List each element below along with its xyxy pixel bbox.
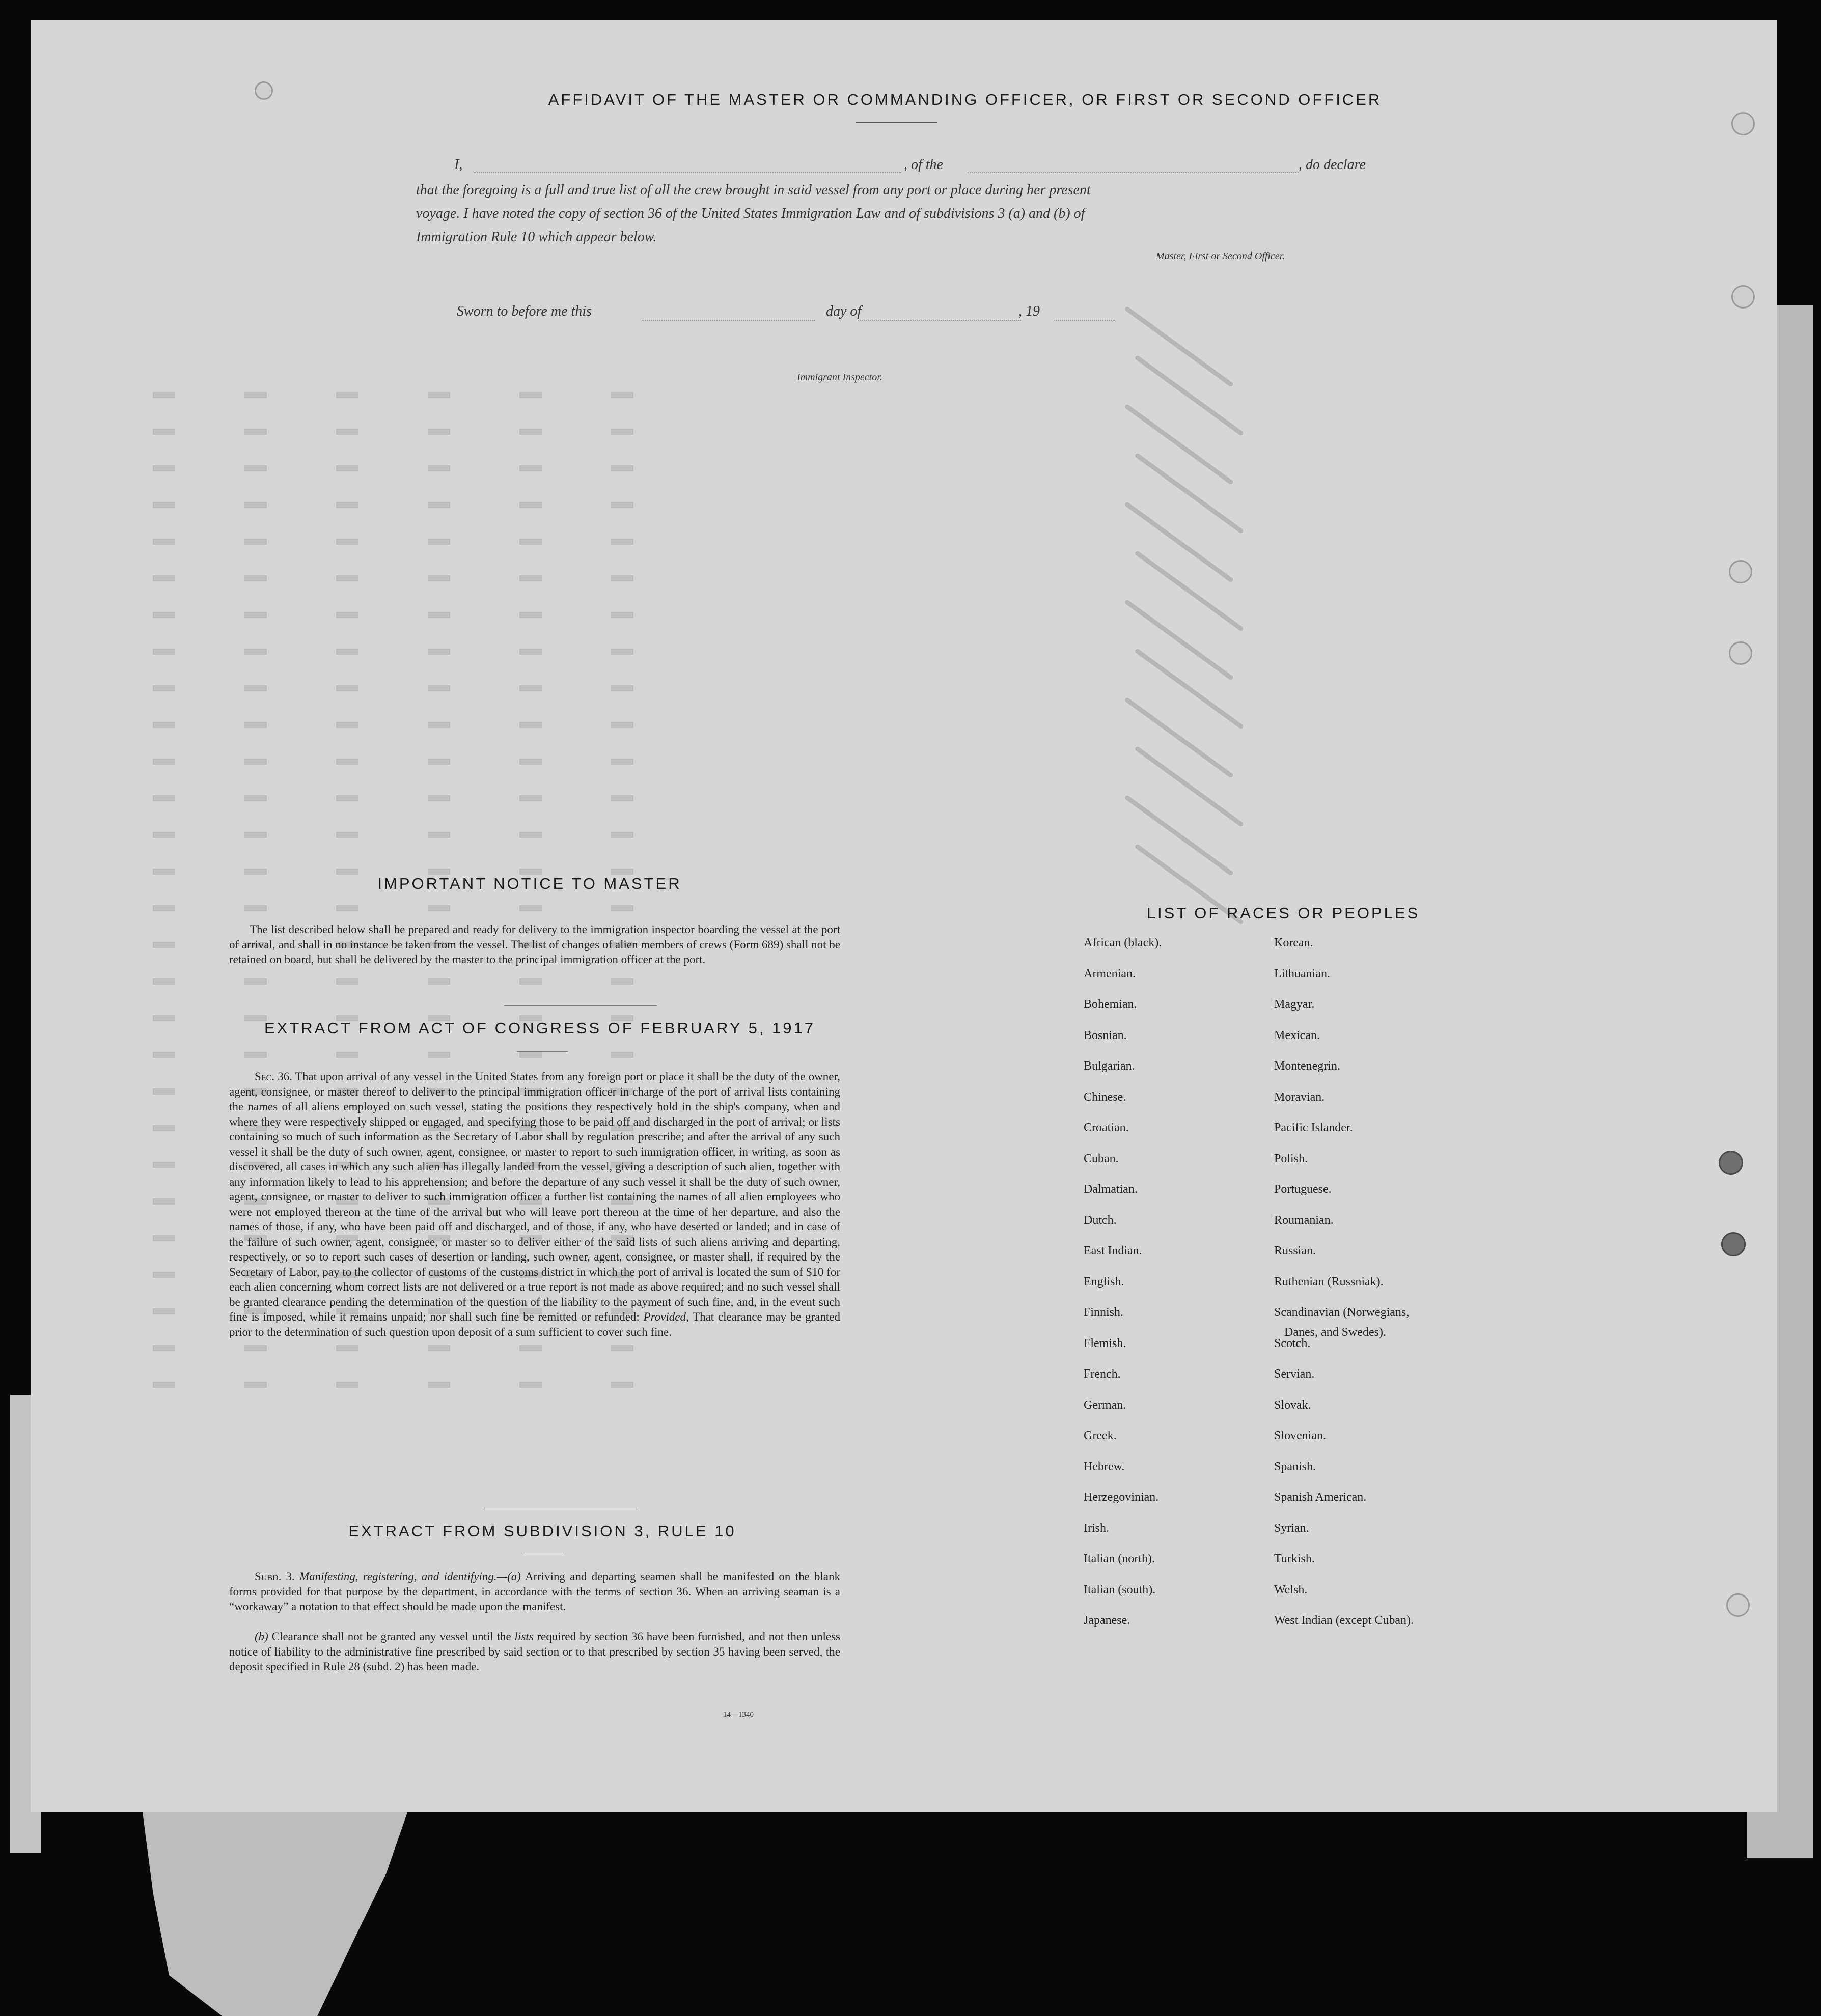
races-right-column bbox=[1274, 905, 1414, 1636]
vessel-blank bbox=[968, 172, 1299, 173]
notice-text: The list described below shall be prepared and ready for delivery to the immigration inspector boarding the vessel at the port of arrival, and shall in no instance be taken from the vessel. The list of changes of alien members of crews (Form 689) shall not be retained on board, but shall be delivered by the master to the principal immigration officer at the port. bbox=[229, 923, 840, 966]
bleed-through-row bbox=[153, 1345, 662, 1351]
rule-para-a bbox=[229, 1569, 840, 1614]
bleed-through-row bbox=[153, 905, 662, 911]
race-item: Italian (north). bbox=[1084, 1552, 1155, 1565]
para-b-label: (b) bbox=[255, 1630, 268, 1643]
race-item: German. bbox=[1084, 1398, 1126, 1412]
race-item: Moravian. bbox=[1274, 1090, 1325, 1104]
race-item: Turkish. bbox=[1274, 1552, 1315, 1565]
bleed-through-row bbox=[153, 685, 662, 691]
race-item: East Indian. bbox=[1084, 1244, 1142, 1257]
affidavit-i-label: I, bbox=[454, 157, 463, 173]
affidavit-text-line-1: that the foregoing is a full and true list of all the crew brought in said vessel from any port or place during her present bbox=[416, 182, 1091, 198]
year-label: , 19 bbox=[1018, 303, 1040, 319]
bleed-through-row bbox=[153, 392, 662, 398]
title-rule bbox=[856, 122, 937, 123]
bleed-through-row bbox=[153, 1382, 662, 1388]
name-blank bbox=[474, 172, 901, 173]
race-item: Bohemian. bbox=[1084, 998, 1137, 1011]
race-item: Spanish American. bbox=[1274, 1491, 1367, 1504]
race-item: Cuban. bbox=[1084, 1152, 1119, 1165]
race-item: African (black). bbox=[1084, 936, 1162, 949]
para-b-lists: lists bbox=[514, 1630, 534, 1643]
race-item: Bosnian. bbox=[1084, 1028, 1127, 1042]
race-item: Greek. bbox=[1084, 1429, 1117, 1442]
inspector-caption: Immigrant Inspector. bbox=[797, 372, 882, 383]
section-36-text bbox=[229, 1069, 840, 1339]
race-item: Mexican. bbox=[1274, 1028, 1320, 1042]
race-item: Flemish. bbox=[1084, 1336, 1126, 1350]
race-item: Slovak. bbox=[1274, 1398, 1311, 1412]
bleed-through-row bbox=[153, 612, 662, 618]
race-item: Pacific Islander. bbox=[1274, 1121, 1353, 1134]
para-b-text-1: Clearance shall not be granted any vessel until the bbox=[271, 1630, 511, 1643]
punch-hole bbox=[1731, 285, 1755, 309]
sworn-label: Sworn to before me this bbox=[457, 303, 592, 319]
race-item: Dalmatian. bbox=[1084, 1183, 1138, 1196]
race-item: Herzegovinian. bbox=[1084, 1491, 1159, 1504]
master-signature-caption: Master, First or Second Officer. bbox=[1156, 250, 1285, 262]
race-item: Korean. bbox=[1274, 936, 1313, 949]
manifest-page bbox=[31, 20, 1777, 1812]
torn-paper-fragment bbox=[143, 1812, 407, 2016]
pencil-stroke bbox=[1124, 306, 1234, 387]
affidavit-of-the-label: , of the bbox=[904, 157, 943, 173]
races-title: LIST OF RACES OR PEOPLES bbox=[1146, 904, 1420, 922]
punch-hole bbox=[1731, 112, 1755, 135]
race-item: West Indian (except Cuban). bbox=[1274, 1614, 1414, 1627]
race-item: Lithuanian. bbox=[1274, 967, 1330, 981]
race-item: Dutch. bbox=[1084, 1213, 1117, 1227]
affidavit-text-line-2: voyage. I have noted the copy of section 36 of the United States Immigration Law and of subdivisions 3 (a) and (b) of bbox=[416, 206, 1085, 221]
para-b-text-2: required by section 36 have been furnished, and not then unless notice of liability to the administrative fine prescribed by said section or to that prescribed by section 35 having been served, the deposit specified in Rule 28 (subd. 2) has been made. bbox=[229, 1630, 840, 1673]
bleed-through-row bbox=[153, 795, 662, 801]
subd-heading: Manifesting, registering, and identifying.—(a) bbox=[299, 1570, 521, 1583]
race-item: Spanish. bbox=[1274, 1460, 1316, 1473]
punch-hole bbox=[1729, 641, 1752, 665]
race-item: Japanese. bbox=[1084, 1614, 1130, 1627]
affidavit-text-line-3: Immigration Rule 10 which appear below. bbox=[416, 229, 657, 245]
bleed-through-row bbox=[153, 465, 662, 471]
race-item: Chinese. bbox=[1084, 1090, 1126, 1104]
race-item: Armenian. bbox=[1084, 967, 1136, 981]
section-body: That upon arrival of any vessel in the United States from any foreign port or place it shall be the duty of the owner, agent, consignee, or master thereof to deliver to the principal immigration officer in charge of the port of arrival lists containing the names of all aliens employed on such vessel, stating the positions they respectively hold in the ship's company, when and where they were respectively shipped or engaged, and specifying those to be paid off and discharged in the port of arrival; or lists containing so much of such information as the Secretary of Labor shall by regulation prescribe; and after the arrival of any such vessel it shall be the duty of such owner, agent, consignee, or master to report to such immigration officer, in writing, as soon as discovered, all cases in which any such alien has illegally landed from the vessel, giving a description of such alien, together with any information likely to lead to his apprehension; and before the departure of any such vessel it shall be the duty of such owner, agent, consignee, or master to deliver to such immigration officer a further list containing the names of all alien employees who were not employed thereon at the time of the arrival but who will leave port thereon at the time of her departure, and also the names of those, if any, who have been paid off and discharged, and of those, if any, who have deserted or landed; and in case of the failure of such owner, agent, consignee, or master so to deliver either of the said lists of such aliens arriving and departing, respectively, or so to report such cases of desertion or landing, such owner, agent, consignee, or master shall, if required by the Secretary of Labor, pay to the collector of customs of the customs district in which the port of arrival is located the sum of $10 for each alien concerning whom correct lists are not delivered or a true report is not made as above required; and no such vessel shall be granted clearance pending the determination of the question of the liability to the payment of such fine, and, in the event such fine is imposed, while it remains unpaid; nor shall such fine be remitted or refunded: bbox=[229, 1070, 840, 1323]
day-of-label: day of bbox=[826, 303, 862, 319]
race-item: Ruthenian (Russniak). bbox=[1274, 1275, 1384, 1289]
race-item: Roumanian. bbox=[1274, 1213, 1334, 1227]
section-label: Sec. 36. bbox=[255, 1070, 293, 1083]
sworn-month-blank bbox=[858, 320, 1021, 321]
proviso-text: That clearance may be granted prior to the determination of such question upon deposit of a sum sufficient to cover such fine. bbox=[229, 1310, 841, 1338]
race-item: Italian (south). bbox=[1084, 1583, 1156, 1597]
punch-hole bbox=[1729, 560, 1752, 583]
races-left-column bbox=[1084, 905, 1162, 1636]
affidavit-title: AFFIDAVIT OF THE MASTER OR COMMANDING OFFICER, OR FIRST OR SECOND OFFICER bbox=[548, 91, 1382, 108]
race-item: Irish. bbox=[1084, 1521, 1109, 1535]
race-item: Russian. bbox=[1274, 1244, 1316, 1257]
para-a-text: Arriving and departing seamen shall be manifested on the blank forms provided for that purpose by the department, in accordance with the terms of section 36. When an arriving seaman is a “workaway” a notation to that effect should be made upon the manifest. bbox=[229, 1570, 841, 1613]
race-item: Scandinavian (Norwegians, bbox=[1274, 1306, 1410, 1319]
notice-rule bbox=[504, 1005, 657, 1006]
race-item: Scotch. bbox=[1274, 1336, 1311, 1350]
notice-title: IMPORTANT NOTICE TO MASTER bbox=[377, 875, 682, 892]
race-item: Syrian. bbox=[1274, 1521, 1309, 1535]
rule-para-b bbox=[229, 1629, 840, 1674]
race-item: Hebrew. bbox=[1084, 1460, 1125, 1473]
bleed-through-row bbox=[153, 759, 662, 765]
race-item: Servian. bbox=[1274, 1367, 1315, 1381]
race-item: French. bbox=[1084, 1367, 1121, 1381]
sworn-day-blank bbox=[642, 320, 815, 321]
bleed-through-row bbox=[153, 539, 662, 545]
race-item: Croatian. bbox=[1084, 1121, 1129, 1134]
sworn-year-blank bbox=[1054, 320, 1115, 321]
affidavit-declare-label: , do declare bbox=[1299, 157, 1366, 173]
bleed-through-row bbox=[153, 722, 662, 728]
bleed-through-row bbox=[153, 978, 662, 985]
bleed-through-row bbox=[153, 429, 662, 435]
bleed-through-row bbox=[153, 502, 662, 508]
act-rule bbox=[517, 1051, 568, 1052]
race-item-scandinavian-continued: Danes, and Swedes). bbox=[1284, 1326, 1386, 1339]
bleed-through-row bbox=[153, 575, 662, 581]
bleed-through-row bbox=[153, 1052, 662, 1058]
race-item: Finnish. bbox=[1084, 1306, 1124, 1319]
race-item: English. bbox=[1084, 1275, 1124, 1289]
act-extract-title: EXTRACT FROM ACT OF CONGRESS OF FEBRUARY 5, 1917 bbox=[264, 1019, 816, 1037]
race-item: Polish. bbox=[1274, 1152, 1308, 1165]
bleed-through-row bbox=[153, 649, 662, 655]
race-item: Slovenian. bbox=[1274, 1429, 1326, 1442]
punch-hole bbox=[1719, 1151, 1743, 1175]
punch-hole bbox=[255, 81, 273, 100]
race-item: Magyar. bbox=[1274, 998, 1315, 1011]
punch-hole bbox=[1726, 1593, 1750, 1617]
bleed-through-row bbox=[153, 869, 662, 875]
race-item: Montenegrin. bbox=[1274, 1059, 1340, 1073]
race-item: Bulgarian. bbox=[1084, 1059, 1135, 1073]
subd-label: Subd. 3. bbox=[255, 1570, 295, 1583]
race-item: Portuguese. bbox=[1274, 1183, 1332, 1196]
form-number: 14—1340 bbox=[723, 1711, 754, 1719]
rule-extract-title: EXTRACT FROM SUBDIVISION 3, RULE 10 bbox=[348, 1522, 736, 1540]
punch-hole bbox=[1721, 1232, 1746, 1256]
race-item: Welsh. bbox=[1274, 1583, 1308, 1597]
proviso-label: Provided, bbox=[643, 1310, 689, 1323]
bleed-through-row bbox=[153, 832, 662, 838]
